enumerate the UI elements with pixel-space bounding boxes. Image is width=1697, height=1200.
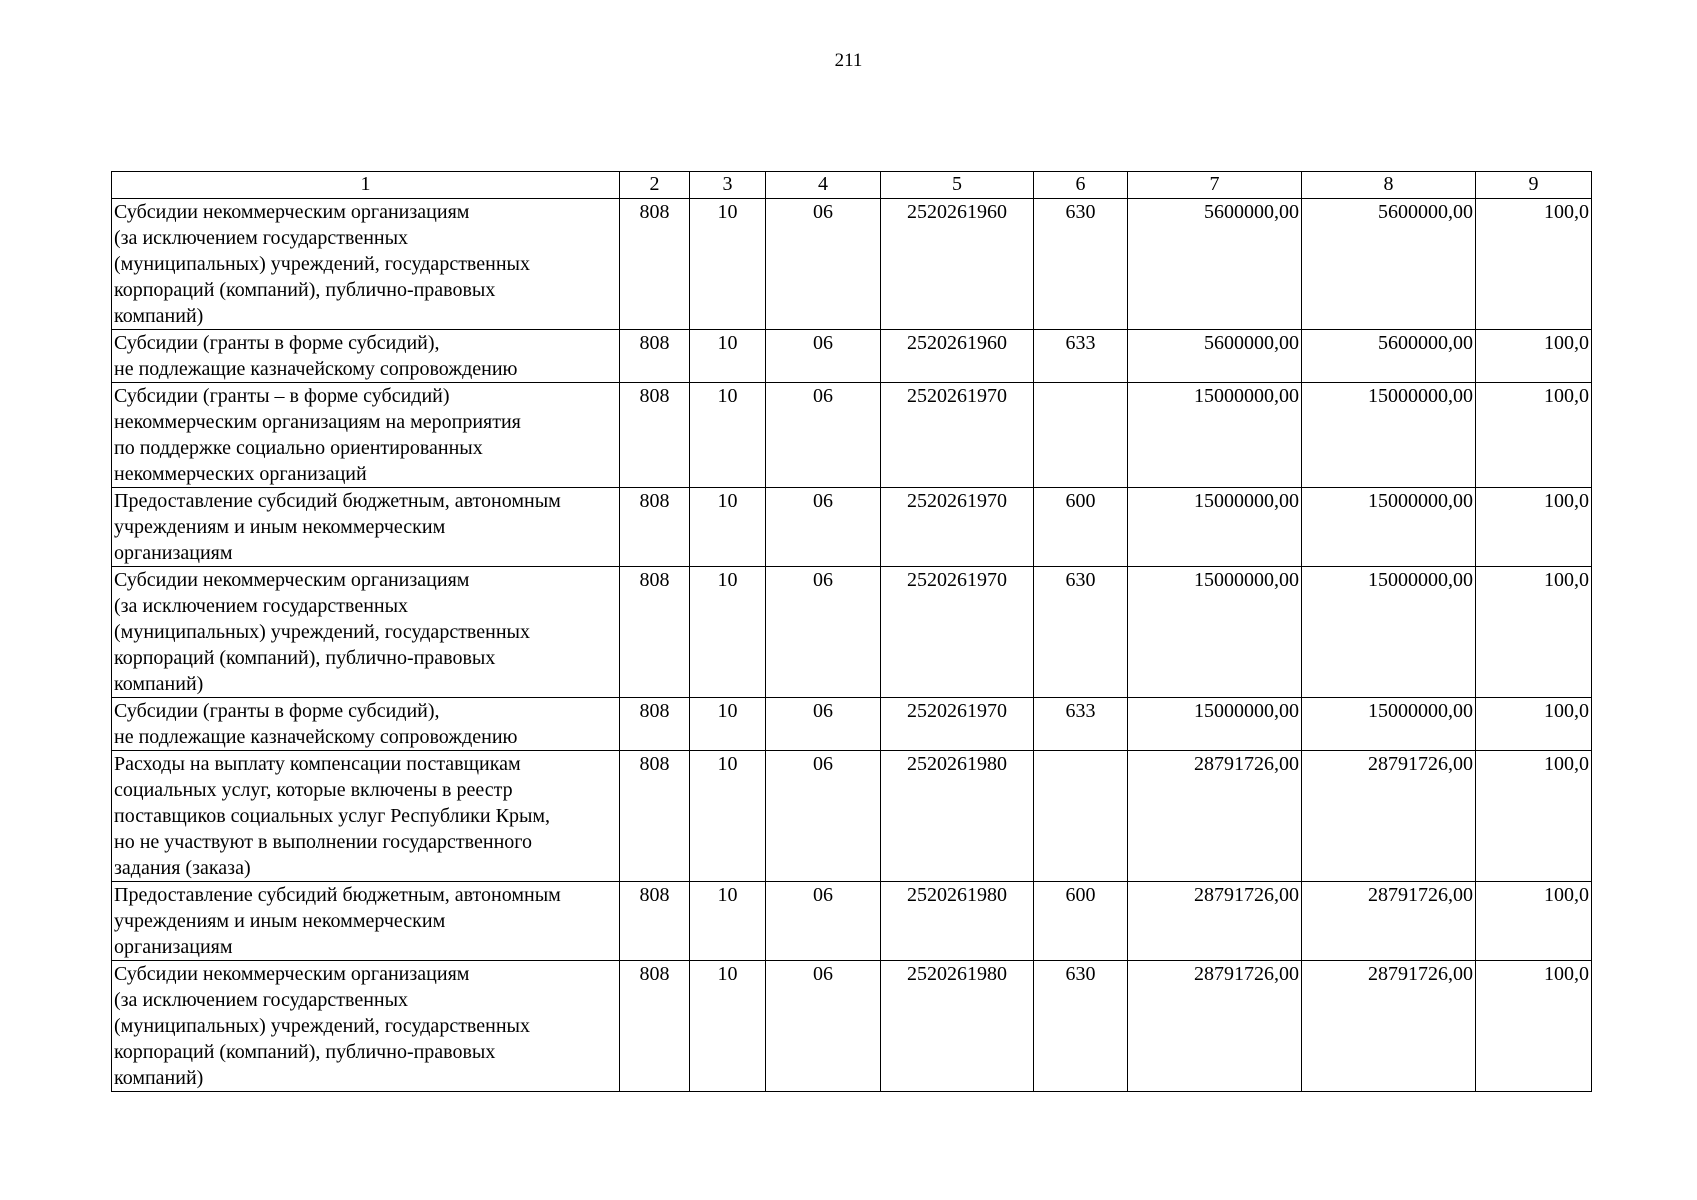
subsection-code-cell: 06 (766, 698, 881, 751)
page-number: 211 (834, 50, 863, 71)
amount-executed-cell: 15000000,00 (1302, 698, 1476, 751)
expense-name-cell: Субсидии некоммерческим организациям (за исключением государственных (муниципальных) учреждений, государственных корпораций (компаний), публично-правовых компаний) (112, 199, 620, 330)
percent-cell: 100,0 (1476, 882, 1592, 961)
percent-cell: 100,0 (1476, 330, 1592, 383)
percent-cell: 100,0 (1476, 751, 1592, 882)
expense-type-cell: 600 (1034, 882, 1128, 961)
table-row (112, 488, 1592, 567)
column-header: 3 (690, 172, 766, 199)
budget-table (111, 171, 1592, 1092)
amount-executed-cell: 28791726,00 (1302, 961, 1476, 1092)
expense-type-cell: 633 (1034, 698, 1128, 751)
section-code-cell: 10 (690, 199, 766, 330)
column-header: 2 (620, 172, 690, 199)
amount-approved-cell: 15000000,00 (1128, 383, 1302, 488)
percent-cell: 100,0 (1476, 961, 1592, 1092)
amount-approved-cell: 15000000,00 (1128, 567, 1302, 698)
subsection-code-cell: 06 (766, 488, 881, 567)
expense-type-cell (1034, 751, 1128, 882)
column-header: 7 (1128, 172, 1302, 199)
ministry-code-cell: 808 (620, 961, 690, 1092)
amount-executed-cell: 5600000,00 (1302, 330, 1476, 383)
column-header: 5 (881, 172, 1034, 199)
amount-approved-cell: 15000000,00 (1128, 488, 1302, 567)
column-header: 9 (1476, 172, 1592, 199)
expense-type-cell: 600 (1034, 488, 1128, 567)
subsection-code-cell: 06 (766, 383, 881, 488)
section-code-cell: 10 (690, 698, 766, 751)
percent-cell: 100,0 (1476, 567, 1592, 698)
section-code-cell: 10 (690, 961, 766, 1092)
expense-type-cell: 633 (1034, 330, 1128, 383)
subsection-code-cell: 06 (766, 882, 881, 961)
section-code-cell: 10 (690, 383, 766, 488)
amount-approved-cell: 5600000,00 (1128, 199, 1302, 330)
column-header: 1 (112, 172, 620, 199)
table-row (112, 330, 1592, 383)
expense-name-cell: Предоставление субсидий бюджетным, автономным учреждениям и иным некоммерческим организациям (112, 488, 620, 567)
table-row (112, 751, 1592, 882)
section-code-cell: 10 (690, 567, 766, 698)
target-article-cell: 2520261960 (881, 330, 1034, 383)
table-row (112, 882, 1592, 961)
ministry-code-cell: 808 (620, 330, 690, 383)
column-header: 8 (1302, 172, 1476, 199)
amount-approved-cell: 15000000,00 (1128, 698, 1302, 751)
expense-type-cell: 630 (1034, 567, 1128, 698)
amount-executed-cell: 28791726,00 (1302, 751, 1476, 882)
expense-name-cell: Субсидии (гранты в форме субсидий), не подлежащие казначейскому сопровождению (112, 330, 620, 383)
ministry-code-cell: 808 (620, 383, 690, 488)
subsection-code-cell: 06 (766, 199, 881, 330)
expense-name-cell: Субсидии (гранты – в форме субсидий) некоммерческим организациям на мероприятия по поддержке социально ориентированных некоммерческих организаций (112, 383, 620, 488)
target-article-cell: 2520261980 (881, 882, 1034, 961)
amount-executed-cell: 15000000,00 (1302, 383, 1476, 488)
ministry-code-cell: 808 (620, 698, 690, 751)
expense-name-cell: Субсидии некоммерческим организациям (за исключением государственных (муниципальных) учреждений, государственных корпораций (компаний), публично-правовых компаний) (112, 961, 620, 1092)
amount-executed-cell: 15000000,00 (1302, 488, 1476, 567)
header-row (112, 172, 1592, 199)
amount-approved-cell: 28791726,00 (1128, 751, 1302, 882)
column-header: 6 (1034, 172, 1128, 199)
table-row (112, 383, 1592, 488)
ministry-code-cell: 808 (620, 751, 690, 882)
target-article-cell: 2520261970 (881, 567, 1034, 698)
expense-type-cell (1034, 383, 1128, 488)
amount-executed-cell: 28791726,00 (1302, 882, 1476, 961)
expense-name-cell: Субсидии (гранты в форме субсидий), не подлежащие казначейскому сопровождению (112, 698, 620, 751)
section-code-cell: 10 (690, 751, 766, 882)
table-row (112, 698, 1592, 751)
ministry-code-cell: 808 (620, 199, 690, 330)
column-header: 4 (766, 172, 881, 199)
ministry-code-cell: 808 (620, 882, 690, 961)
section-code-cell: 10 (690, 330, 766, 383)
ministry-code-cell: 808 (620, 488, 690, 567)
target-article-cell: 2520261960 (881, 199, 1034, 330)
ministry-code-cell: 808 (620, 567, 690, 698)
target-article-cell: 2520261980 (881, 751, 1034, 882)
table-row (112, 961, 1592, 1092)
expense-name-cell: Расходы на выплату компенсации поставщикам социальных услуг, которые включены в реестр поставщиков социальных услуг Республики Крым, но не участвуют в выполнении государственного задания (заказа) (112, 751, 620, 882)
subsection-code-cell: 06 (766, 330, 881, 383)
percent-cell: 100,0 (1476, 488, 1592, 567)
amount-executed-cell: 5600000,00 (1302, 199, 1476, 330)
subsection-code-cell: 06 (766, 751, 881, 882)
section-code-cell: 10 (690, 488, 766, 567)
expense-type-cell: 630 (1034, 961, 1128, 1092)
table-row (112, 199, 1592, 330)
amount-approved-cell: 28791726,00 (1128, 882, 1302, 961)
subsection-code-cell: 06 (766, 961, 881, 1092)
target-article-cell: 2520261970 (881, 698, 1034, 751)
expense-name-cell: Субсидии некоммерческим организациям (за исключением государственных (муниципальных) учреждений, государственных корпораций (компаний), публично-правовых компаний) (112, 567, 620, 698)
percent-cell: 100,0 (1476, 698, 1592, 751)
percent-cell: 100,0 (1476, 199, 1592, 330)
amount-approved-cell: 28791726,00 (1128, 961, 1302, 1092)
amount-executed-cell: 15000000,00 (1302, 567, 1476, 698)
target-article-cell: 2520261970 (881, 488, 1034, 567)
subsection-code-cell: 06 (766, 567, 881, 698)
percent-cell: 100,0 (1476, 383, 1592, 488)
target-article-cell: 2520261980 (881, 961, 1034, 1092)
expense-name-cell: Предоставление субсидий бюджетным, автономным учреждениям и иным некоммерческим организациям (112, 882, 620, 961)
expense-type-cell: 630 (1034, 199, 1128, 330)
target-article-cell: 2520261970 (881, 383, 1034, 488)
table-row (112, 567, 1592, 698)
section-code-cell: 10 (690, 882, 766, 961)
amount-approved-cell: 5600000,00 (1128, 330, 1302, 383)
